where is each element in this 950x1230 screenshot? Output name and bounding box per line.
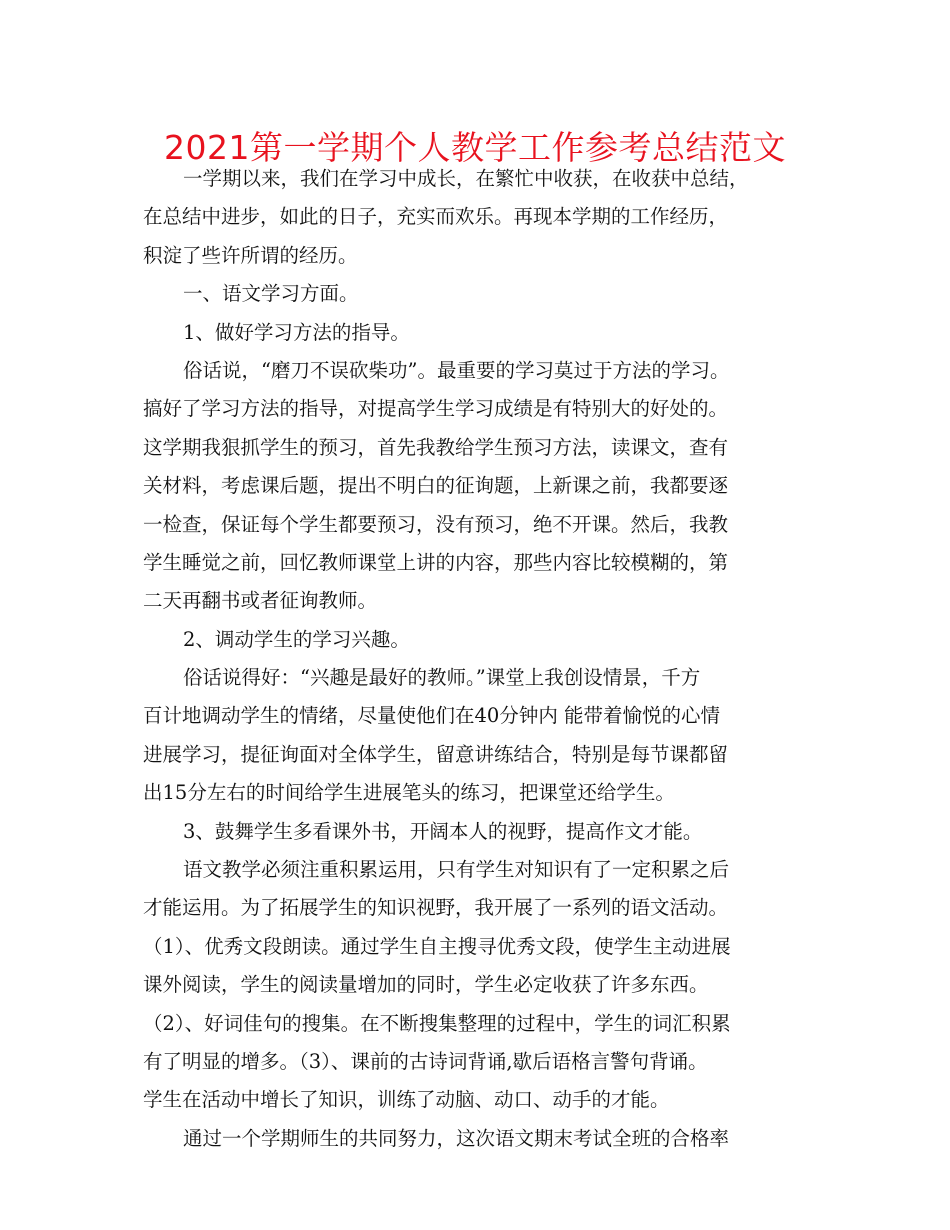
document-title: 2021第一学期个人教学工作参考总结范文 bbox=[164, 128, 786, 167]
paragraph-line: 课外阅读，学生的阅读量增加的同时，学生必定收获了许多东西。 bbox=[143, 973, 709, 997]
paragraph-line: 一检查，保证每个学生都要预习，没有预习，绝不开课。然后，我教 bbox=[143, 512, 729, 536]
paragraph-line: 进展学习，提征询面对全体学生，留意讲练结合，特别是每节课都留 bbox=[143, 742, 729, 766]
paragraph-line: 搞好了学习方法的指导，对提高学生学习成绩是有特别大的好处的。 bbox=[143, 397, 729, 421]
paragraph-line: 俗话说得好：“兴趣是最好的教师。”课堂上我创设情景，千方 bbox=[183, 666, 701, 690]
paragraph-line: 通过一个学期师生的共同努力，这次语文期末考试全班的合格率 bbox=[183, 1126, 730, 1150]
paragraph-line: 积淀了些许所谓的经历。 bbox=[143, 243, 358, 267]
paragraph-line: 俗话说，“磨刀不误砍柴功”。最重要的学习莫过于方法的学习。 bbox=[183, 358, 730, 382]
paragraph-line: 有了明显的增多。（3）、课前的古诗词背诵,歇后语格言警句背诵。 bbox=[143, 1049, 708, 1073]
paragraph-line: （1）、优秀文段朗读。通过学生自主搜寻优秀文段，使学生主动进展 bbox=[143, 934, 731, 958]
paragraph-line: 语文教学必须注重积累运用，只有学生对知识有了一定积累之后 bbox=[183, 858, 730, 882]
paragraph-line: 二天再翻书或者征询教师。 bbox=[143, 589, 378, 613]
paragraph-line: 才能运用。为了拓展学生的知识视野，我开展了一系列的语文活动。 bbox=[143, 896, 729, 920]
subsection-heading: 2、调动学生的学习兴趣。 bbox=[183, 627, 410, 651]
section-heading: 一、语文学习方面。 bbox=[183, 282, 359, 306]
paragraph-line: 关材料，考虑课后题，提出不明白的征询题，上新课之前，我都要逐 bbox=[143, 474, 729, 498]
paragraph-line: 在总结中进步，如此的日子，充实而欢乐。再现本学期的工作经历， bbox=[143, 205, 729, 229]
paragraph-line: 学生睡觉之前，回忆教师课堂上讲的内容，那些内容比较模糊的，第 bbox=[143, 550, 729, 574]
paragraph-line: 学生在活动中增长了知识，训练了动脑、动口、动手的才能。 bbox=[143, 1088, 670, 1112]
paragraph-line: 百计地调动学生的情绪，尽量使他们在40分钟内 能带着愉悦的心情 bbox=[143, 704, 721, 728]
paragraph-line: 这学期我狠抓学生的预习，首先我教给学生预习方法，读课文，查有 bbox=[143, 435, 729, 459]
paragraph-line: 一学期以来，我们在学习中成长，在繁忙中收获，在收获中总结， bbox=[183, 167, 749, 190]
paragraph-line: （2）、好词佳句的搜集。在不断搜集整理的过程中，学生的词汇积累 bbox=[143, 1011, 731, 1035]
paragraph-line: 出15分左右的时间给学生进展笔头的练习，把课堂还给学生。 bbox=[143, 781, 675, 805]
subsection-heading: 3、鼓舞学生多看课外书，开阔本人的视野，提高作文才能。 bbox=[183, 819, 703, 843]
subsection-heading: 1、做好学习方法的指导。 bbox=[183, 320, 410, 344]
document-body bbox=[143, 160, 813, 1158]
